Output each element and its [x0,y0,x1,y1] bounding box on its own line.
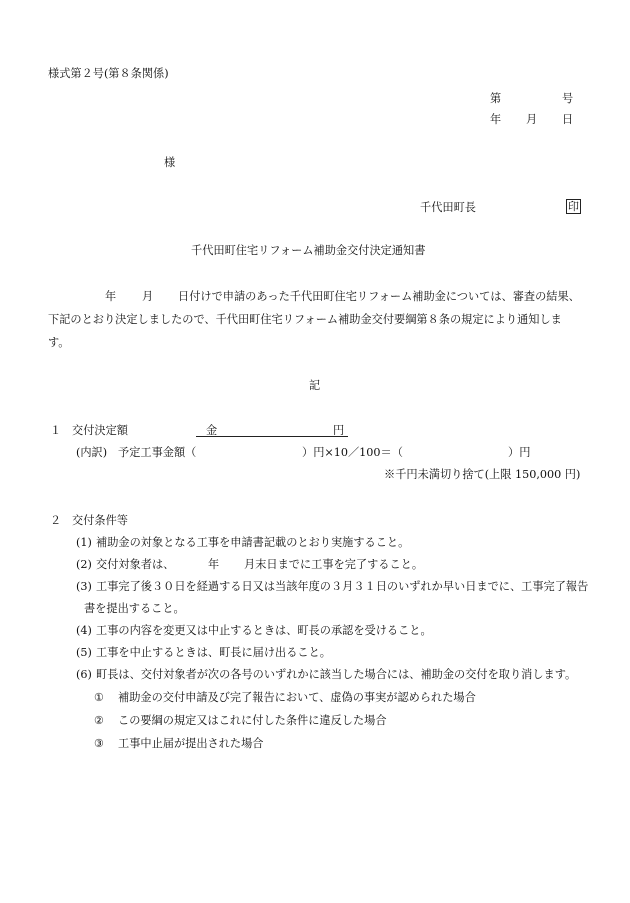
amount-prefix: 金 [206,424,218,437]
breakdown-text: 予定工事金額（ [118,446,197,459]
body-line2: 下記のとおり決定しましたので、千代田町住宅リフォーム補助金交付要綱第８条の規定により通知しま [48,313,562,326]
condition-3-text-cont: 書を提出すること。 [84,602,185,615]
condition-5-text: 工事を中止するときは、町長に届け出ること。 [96,646,331,659]
breakdown-end: ）円 [508,446,531,459]
subitem-3-text: 工事中止届が提出された場合 [118,737,264,750]
date-year: 年 [490,113,502,126]
section2-label: 交付条件等 [72,514,128,527]
subitem-2-no: ② [94,714,105,727]
form-label: 様式第２号(第８条関係) [48,67,169,80]
ki-mark: 記 [309,379,321,392]
amount-suffix: 円 [333,424,345,437]
breakdown-mid: ）円×10／100＝（ [302,446,403,459]
subitem-1-no: ① [94,691,105,704]
amount-note: ※千円未満切り捨て(上限 150,000 円) [384,468,581,481]
subitem-3-no: ③ [94,737,105,750]
condition-1-no: (1) [76,536,92,549]
section1-number: １ [50,424,62,437]
condition-2-year: 年 [208,558,220,571]
condition-6-text: 町長は、交付対象者が次の各号のいずれかに該当した場合には、補助金の交付を取り消します。 [96,668,577,681]
breakdown-label: (内訳) [76,446,108,459]
subitem-2-text: この要綱の規定又はこれに付した条件に違反した場合 [118,714,387,727]
subitem-1-text: 補助金の交付申請及び完了報告において、虚偽の事実が認められた場合 [118,691,476,704]
seal-mark: 印 [568,200,579,213]
body-line1: 日付けで申請のあった千代田町住宅リフォーム補助金については、審査の結果、 [178,290,580,303]
body-year: 年 [105,290,117,303]
body-line3: す。 [48,336,70,349]
condition-6-no: (6) [76,668,92,681]
number-suffix: 号 [562,92,574,105]
amount-underline [196,423,348,437]
condition-4-text: 工事の内容を変更又は中止するときは、町長の承認を受けること。 [96,624,432,637]
condition-2-no: (2) [76,558,92,571]
sender-name: 千代田町長 [420,201,476,214]
number-prefix: 第 [490,92,502,105]
condition-4-no: (4) [76,624,92,637]
section1-label: 交付決定額 [72,424,128,437]
condition-1-text: 補助金の対象となる工事を申請書記載のとおり実施すること。 [96,536,410,549]
body-month: 月 [142,290,154,303]
addressee-suffix: 様 [164,156,176,169]
section2-number: ２ [50,514,62,527]
condition-2-text-c: 月末日までに工事を完了すること。 [244,558,424,571]
date-day: 日 [562,113,574,126]
condition-2-text-a: 交付対象者は、 [96,558,175,571]
condition-3-no: (3) [76,580,92,593]
condition-3-text: 工事完了後３０日を経過する日又は当該年度の３月３１日のいずれか早い日までに、工事完了報告 [96,580,589,593]
document-title: 千代田町住宅リフォーム補助金交付決定通知書 [191,244,426,257]
date-month: 月 [526,113,538,126]
condition-5-no: (5) [76,646,92,659]
